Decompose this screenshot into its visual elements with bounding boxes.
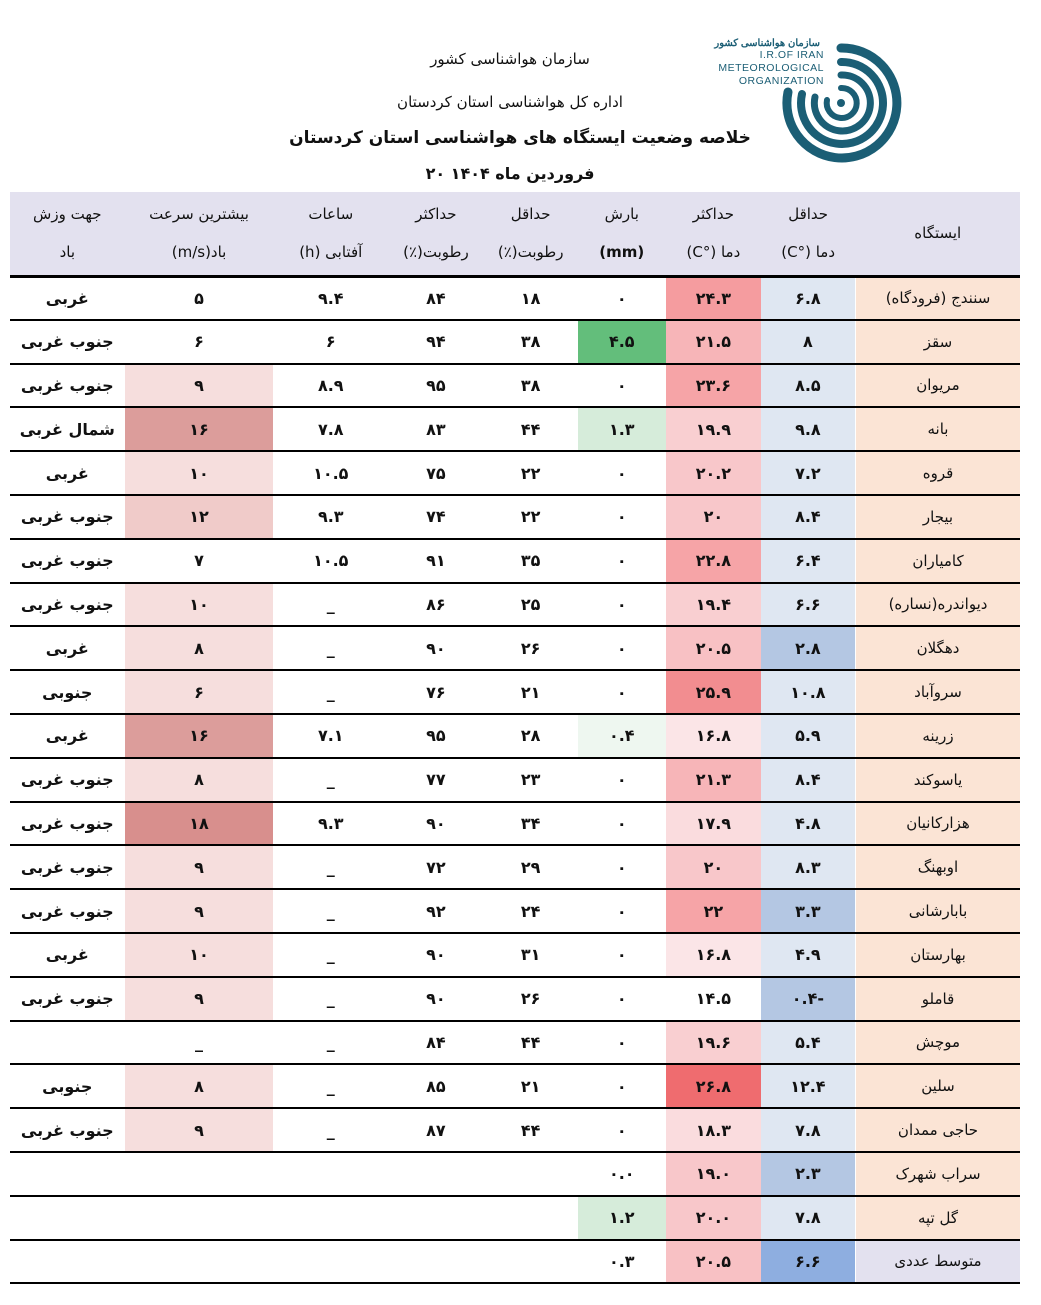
cell-station: مریوان bbox=[856, 364, 1021, 408]
cell-hmin: ۳۱ bbox=[484, 933, 578, 977]
cell-tmin: ۲.۳ bbox=[761, 1152, 856, 1196]
cell-station: متوسط عددی bbox=[856, 1240, 1021, 1284]
cell-station: حاجی ممدان bbox=[856, 1108, 1021, 1152]
department-name: اداره کل هواشناسی استان کردستان bbox=[397, 93, 623, 111]
cell-sun: _ bbox=[273, 626, 388, 670]
cell-rain: ۰ bbox=[578, 539, 667, 583]
cell-wind: ۸ bbox=[125, 1064, 274, 1108]
cell-hmin: ۳۸ bbox=[484, 320, 578, 364]
cell-rain: ۰ bbox=[578, 583, 667, 627]
cell-hmax: ۹۲ bbox=[388, 889, 484, 933]
cell-dir: شمال غربی bbox=[10, 407, 125, 451]
header-sun: ساعات آفتابی (h) bbox=[273, 192, 388, 276]
cell-tmin: ۱۰.۸ bbox=[761, 670, 856, 714]
cell-sun: _ bbox=[273, 933, 388, 977]
cell-tmax: ۱۷.۹ bbox=[666, 802, 761, 846]
cell-rain: ۰ bbox=[578, 451, 667, 495]
cell-tmax: ۱۴.۵ bbox=[666, 977, 761, 1021]
table-row bbox=[10, 1021, 1020, 1065]
cell-station: اوبهنگ bbox=[856, 845, 1021, 889]
cell-wind: ۸ bbox=[125, 758, 274, 802]
cell-wind bbox=[125, 1240, 274, 1284]
cell-station: کامیاران bbox=[856, 539, 1021, 583]
cell-tmax: ۱۹.۶ bbox=[666, 1021, 761, 1065]
cell-wind: ۱۶ bbox=[125, 407, 274, 451]
cell-hmax bbox=[388, 1152, 484, 1196]
header-tmin: حداقل دما (°C) bbox=[761, 192, 856, 276]
org-name: سازمان هواشناسی کشور bbox=[430, 50, 590, 68]
cell-tmax: ۱۹.۹ bbox=[666, 407, 761, 451]
cell-hmax: ۹۰ bbox=[388, 802, 484, 846]
logo-english-line-3: ORGANIZATION bbox=[738, 75, 824, 87]
cell-hmax: ۸۴ bbox=[388, 1021, 484, 1065]
cell-wind: ۱۰ bbox=[125, 451, 274, 495]
cell-tmin: ۶.۴ bbox=[761, 539, 856, 583]
cell-tmax: ۲۶.۸ bbox=[666, 1064, 761, 1108]
cell-sun: _ bbox=[273, 889, 388, 933]
cell-rain: ۰ bbox=[578, 758, 667, 802]
table-row bbox=[10, 364, 1020, 408]
cell-hmin: ۱۸ bbox=[484, 276, 578, 320]
cell-hmin: ۲۴ bbox=[484, 889, 578, 933]
table-row bbox=[10, 845, 1020, 889]
cell-hmin: ۴۴ bbox=[484, 1021, 578, 1065]
cell-hmin: ۲۱ bbox=[484, 670, 578, 714]
cell-sun: _ bbox=[273, 1108, 388, 1152]
cell-wind bbox=[125, 1196, 274, 1240]
cell-dir: غربی bbox=[10, 626, 125, 670]
cell-tmax: ۱۸.۳ bbox=[666, 1108, 761, 1152]
table-row bbox=[10, 320, 1020, 364]
cell-tmin: ۸.۴ bbox=[761, 758, 856, 802]
cell-hmin: ۲۹ bbox=[484, 845, 578, 889]
cell-dir: جنوب غربی bbox=[10, 889, 125, 933]
cell-hmax: ۸۵ bbox=[388, 1064, 484, 1108]
report-title: خلاصه وضعیت ایستگاه های هواشناسی استان کردستان bbox=[289, 128, 751, 148]
cell-hmax: ۹۵ bbox=[388, 714, 484, 758]
cell-station: زرینه bbox=[856, 714, 1021, 758]
cell-tmin: ۴.۹ bbox=[761, 933, 856, 977]
cell-wind: ۶ bbox=[125, 670, 274, 714]
cell-sun: _ bbox=[273, 845, 388, 889]
cell-hmin: ۳۸ bbox=[484, 364, 578, 408]
cell-tmax: ۲۲ bbox=[666, 889, 761, 933]
cell-hmin: ۲۱ bbox=[484, 1064, 578, 1108]
table-row bbox=[10, 451, 1020, 495]
cell-rain: ۰ bbox=[578, 495, 667, 539]
cell-dir: جنوب غربی bbox=[10, 320, 125, 364]
organization-logo bbox=[688, 38, 908, 162]
cell-rain: ۱.۲ bbox=[578, 1196, 667, 1240]
cell-hmin bbox=[484, 1152, 578, 1196]
cell-hmax: ۷۶ bbox=[388, 670, 484, 714]
table-row bbox=[10, 1064, 1020, 1108]
cell-dir: جنوب غربی bbox=[10, 495, 125, 539]
cell-tmin: ۷.۲ bbox=[761, 451, 856, 495]
table-row bbox=[10, 977, 1020, 1021]
cell-dir: جنوب غربی bbox=[10, 845, 125, 889]
cell-dir bbox=[10, 1021, 125, 1065]
cell-dir: جنوب غربی bbox=[10, 539, 125, 583]
cell-tmax: ۲۰.۵ bbox=[666, 1240, 761, 1284]
logo-english-line-2: METEOROLOGICAL bbox=[718, 62, 824, 74]
table-row bbox=[10, 1196, 1020, 1240]
cell-station: سروآباد bbox=[856, 670, 1021, 714]
cell-rain: ۰ bbox=[578, 845, 667, 889]
cell-rain: ۰ bbox=[578, 670, 667, 714]
cell-wind: ۹ bbox=[125, 364, 274, 408]
cell-hmax: ۹۱ bbox=[388, 539, 484, 583]
cell-wind: ۱۶ bbox=[125, 714, 274, 758]
cell-tmin: ۲.۸ bbox=[761, 626, 856, 670]
cell-rain: ۰ bbox=[578, 364, 667, 408]
report-date: ۲۰ فروردین ماه ۱۴۰۴ bbox=[425, 164, 595, 183]
cell-tmax: ۲۵.۹ bbox=[666, 670, 761, 714]
cell-rain: ۰ bbox=[578, 802, 667, 846]
cell-tmin: ۷.۸ bbox=[761, 1196, 856, 1240]
stations-table bbox=[10, 192, 1020, 1284]
cell-wind: ۹ bbox=[125, 845, 274, 889]
header-direction: جهت وزش باد bbox=[10, 192, 125, 276]
cell-tmax: ۲۲.۸ bbox=[666, 539, 761, 583]
cell-station: هزارکانیان bbox=[856, 802, 1021, 846]
cell-hmax: ۸۴ bbox=[388, 276, 484, 320]
cell-station: دهگلان bbox=[856, 626, 1021, 670]
cell-wind: ۱۰ bbox=[125, 583, 274, 627]
cell-dir bbox=[10, 1240, 125, 1284]
cell-tmax: ۲۰ bbox=[666, 495, 761, 539]
cell-hmax: ۷۲ bbox=[388, 845, 484, 889]
cell-wind: ۸ bbox=[125, 626, 274, 670]
cell-rain: ۴.۵ bbox=[578, 320, 667, 364]
cell-tmax: ۲۴.۳ bbox=[666, 276, 761, 320]
logo-persian-name: سازمان هواشناسی کشور bbox=[714, 38, 820, 49]
cell-wind: ۱۸ bbox=[125, 802, 274, 846]
cell-tmax: ۲۱.۳ bbox=[666, 758, 761, 802]
cell-station: گل تپه bbox=[856, 1196, 1021, 1240]
cell-station: سراب شهرک bbox=[856, 1152, 1021, 1196]
cell-sun bbox=[273, 1152, 388, 1196]
cell-tmin: ۸.۴ bbox=[761, 495, 856, 539]
cell-sun: _ bbox=[273, 1064, 388, 1108]
table-row bbox=[10, 1108, 1020, 1152]
cell-rain: ۰.۴ bbox=[578, 714, 667, 758]
cell-wind: ۵ bbox=[125, 276, 274, 320]
cell-tmax: ۲۰.۲ bbox=[666, 451, 761, 495]
cell-dir bbox=[10, 1152, 125, 1196]
cell-rain: ۱.۳ bbox=[578, 407, 667, 451]
cell-rain: ۰ bbox=[578, 1021, 667, 1065]
cell-hmin: ۲۲ bbox=[484, 495, 578, 539]
cell-hmax bbox=[388, 1196, 484, 1240]
cell-sun: ۷.۱ bbox=[273, 714, 388, 758]
cell-sun: _ bbox=[273, 1021, 388, 1065]
cell-dir: جنوب غربی bbox=[10, 802, 125, 846]
cell-tmax: ۱۹.۰ bbox=[666, 1152, 761, 1196]
cell-rain: ۰ bbox=[578, 1108, 667, 1152]
cell-station: بانه bbox=[856, 407, 1021, 451]
cell-rain: ۰ bbox=[578, 276, 667, 320]
cell-dir: غربی bbox=[10, 933, 125, 977]
header-wind: بیشترین سرعت باد(m/s) bbox=[125, 192, 274, 276]
table-row bbox=[10, 276, 1020, 320]
cell-wind bbox=[125, 1152, 274, 1196]
cell-station: سلین bbox=[856, 1064, 1021, 1108]
cell-hmin: ۲۸ bbox=[484, 714, 578, 758]
cell-tmin: ۶.۸ bbox=[761, 276, 856, 320]
cell-tmin: ۴.۸ bbox=[761, 802, 856, 846]
cell-hmax: ۹۴ bbox=[388, 320, 484, 364]
cell-tmax: ۱۶.۸ bbox=[666, 933, 761, 977]
cell-hmin: ۴۴ bbox=[484, 407, 578, 451]
cell-sun: ۶ bbox=[273, 320, 388, 364]
cell-rain: ۰ bbox=[578, 933, 667, 977]
cell-tmin: ۵.۴ bbox=[761, 1021, 856, 1065]
table-row bbox=[10, 933, 1020, 977]
cell-hmin: ۲۶ bbox=[484, 977, 578, 1021]
cell-station: سقز bbox=[856, 320, 1021, 364]
cell-hmax: ۸۷ bbox=[388, 1108, 484, 1152]
table-row bbox=[10, 714, 1020, 758]
table-row bbox=[10, 802, 1020, 846]
cell-dir bbox=[10, 1196, 125, 1240]
logo-english-line-1: I.R.OF IRAN bbox=[759, 49, 824, 61]
cell-dir: غربی bbox=[10, 451, 125, 495]
cell-rain: ۰ bbox=[578, 626, 667, 670]
cell-hmin bbox=[484, 1240, 578, 1284]
cell-wind: ۹ bbox=[125, 1108, 274, 1152]
table-row bbox=[10, 626, 1020, 670]
cell-station: موچش bbox=[856, 1021, 1021, 1065]
spiral-logo-icon bbox=[780, 42, 902, 164]
cell-tmax: ۲۳.۶ bbox=[666, 364, 761, 408]
table-row bbox=[10, 407, 1020, 451]
cell-tmax: ۲۰ bbox=[666, 845, 761, 889]
cell-dir: جنوب غربی bbox=[10, 758, 125, 802]
cell-tmax: ۲۱.۵ bbox=[666, 320, 761, 364]
cell-tmin: ۸.۳ bbox=[761, 845, 856, 889]
cell-sun: ۱۰.۵ bbox=[273, 539, 388, 583]
cell-hmin: ۲۶ bbox=[484, 626, 578, 670]
cell-sun: ۷.۸ bbox=[273, 407, 388, 451]
cell-tmin: ۱۲.۴ bbox=[761, 1064, 856, 1108]
table-row bbox=[10, 758, 1020, 802]
cell-dir: جنوب غربی bbox=[10, 1108, 125, 1152]
cell-sun: _ bbox=[273, 758, 388, 802]
cell-hmin: ۲۵ bbox=[484, 583, 578, 627]
cell-station: بهارستان bbox=[856, 933, 1021, 977]
cell-sun: _ bbox=[273, 583, 388, 627]
table-row bbox=[10, 670, 1020, 714]
cell-wind: ۱۲ bbox=[125, 495, 274, 539]
table-row bbox=[10, 539, 1020, 583]
header-hmin: حداقل رطوبت(٪) bbox=[484, 192, 578, 276]
cell-station: بیجار bbox=[856, 495, 1021, 539]
cell-sun: ۹.۴ bbox=[273, 276, 388, 320]
cell-hmax bbox=[388, 1240, 484, 1284]
cell-tmin: ۷.۸ bbox=[761, 1108, 856, 1152]
report-header bbox=[0, 0, 1041, 192]
cell-hmax: ۹۰ bbox=[388, 977, 484, 1021]
cell-tmin: ۸.۵ bbox=[761, 364, 856, 408]
cell-sun: ۸.۹ bbox=[273, 364, 388, 408]
cell-hmax: ۹۰ bbox=[388, 626, 484, 670]
cell-dir: جنوب غربی bbox=[10, 364, 125, 408]
cell-tmin: ۳.۳ bbox=[761, 889, 856, 933]
table-row bbox=[10, 1240, 1020, 1284]
header-rain: بارش (mm) bbox=[578, 192, 667, 276]
cell-hmax: ۹۵ bbox=[388, 364, 484, 408]
cell-sun: ۹.۳ bbox=[273, 495, 388, 539]
cell-rain: ۰ bbox=[578, 889, 667, 933]
cell-sun bbox=[273, 1196, 388, 1240]
table-row bbox=[10, 1152, 1020, 1196]
cell-sun bbox=[273, 1240, 388, 1284]
header-hmax: حداکثر رطوبت(٪) bbox=[388, 192, 484, 276]
cell-hmin bbox=[484, 1196, 578, 1240]
cell-dir: غربی bbox=[10, 714, 125, 758]
cell-hmax: ۷۵ bbox=[388, 451, 484, 495]
cell-tmax: ۱۹.۴ bbox=[666, 583, 761, 627]
table-row bbox=[10, 583, 1020, 627]
cell-rain: ۰ bbox=[578, 1064, 667, 1108]
cell-wind: ۱۰ bbox=[125, 933, 274, 977]
cell-wind: ۷ bbox=[125, 539, 274, 583]
cell-tmax: ۲۰.۰ bbox=[666, 1196, 761, 1240]
cell-sun: _ bbox=[273, 977, 388, 1021]
cell-hmin: ۲۳ bbox=[484, 758, 578, 802]
cell-hmax: ۸۶ bbox=[388, 583, 484, 627]
cell-tmax: ۲۰.۵ bbox=[666, 626, 761, 670]
cell-hmax: ۷۷ bbox=[388, 758, 484, 802]
cell-station: یاسوکند bbox=[856, 758, 1021, 802]
cell-tmin: -۰.۴ bbox=[761, 977, 856, 1021]
cell-tmin: ۵.۹ bbox=[761, 714, 856, 758]
table-header-row bbox=[10, 192, 1020, 276]
table-row bbox=[10, 889, 1020, 933]
cell-tmin: ۸ bbox=[761, 320, 856, 364]
cell-wind: ۹ bbox=[125, 889, 274, 933]
cell-sun: ۱۰.۵ bbox=[273, 451, 388, 495]
cell-rain: ۰.۳ bbox=[578, 1240, 667, 1284]
cell-hmax: ۹۰ bbox=[388, 933, 484, 977]
cell-sun: ۹.۳ bbox=[273, 802, 388, 846]
cell-hmin: ۲۲ bbox=[484, 451, 578, 495]
cell-hmin: ۳۴ bbox=[484, 802, 578, 846]
cell-wind: _ bbox=[125, 1021, 274, 1065]
cell-wind: ۶ bbox=[125, 320, 274, 364]
cell-tmax: ۱۶.۸ bbox=[666, 714, 761, 758]
cell-rain: ۰ bbox=[578, 977, 667, 1021]
cell-tmin: ۹.۸ bbox=[761, 407, 856, 451]
header-station: ایستگاه bbox=[856, 192, 1021, 276]
cell-dir: جنوب غربی bbox=[10, 583, 125, 627]
cell-hmin: ۴۴ bbox=[484, 1108, 578, 1152]
cell-dir: جنوب غربی bbox=[10, 977, 125, 1021]
cell-dir: جنوبی bbox=[10, 1064, 125, 1108]
cell-wind: ۹ bbox=[125, 977, 274, 1021]
table-row bbox=[10, 495, 1020, 539]
cell-tmin: ۶.۶ bbox=[761, 583, 856, 627]
cell-dir: جنوبی bbox=[10, 670, 125, 714]
cell-sun: _ bbox=[273, 670, 388, 714]
cell-station: دیواندره(نساره) bbox=[856, 583, 1021, 627]
cell-station: قاملو bbox=[856, 977, 1021, 1021]
cell-hmax: ۷۴ bbox=[388, 495, 484, 539]
cell-dir: غربی bbox=[10, 276, 125, 320]
cell-hmin: ۳۵ bbox=[484, 539, 578, 583]
cell-station: بابارشانی bbox=[856, 889, 1021, 933]
cell-hmax: ۸۳ bbox=[388, 407, 484, 451]
header-tmax: حداکثر دما (°C) bbox=[666, 192, 761, 276]
cell-station: قروه bbox=[856, 451, 1021, 495]
cell-rain: ۰.۰ bbox=[578, 1152, 667, 1196]
cell-station: سنندج (فرودگاه) bbox=[856, 276, 1021, 320]
cell-tmin: ۶.۶ bbox=[761, 1240, 856, 1284]
